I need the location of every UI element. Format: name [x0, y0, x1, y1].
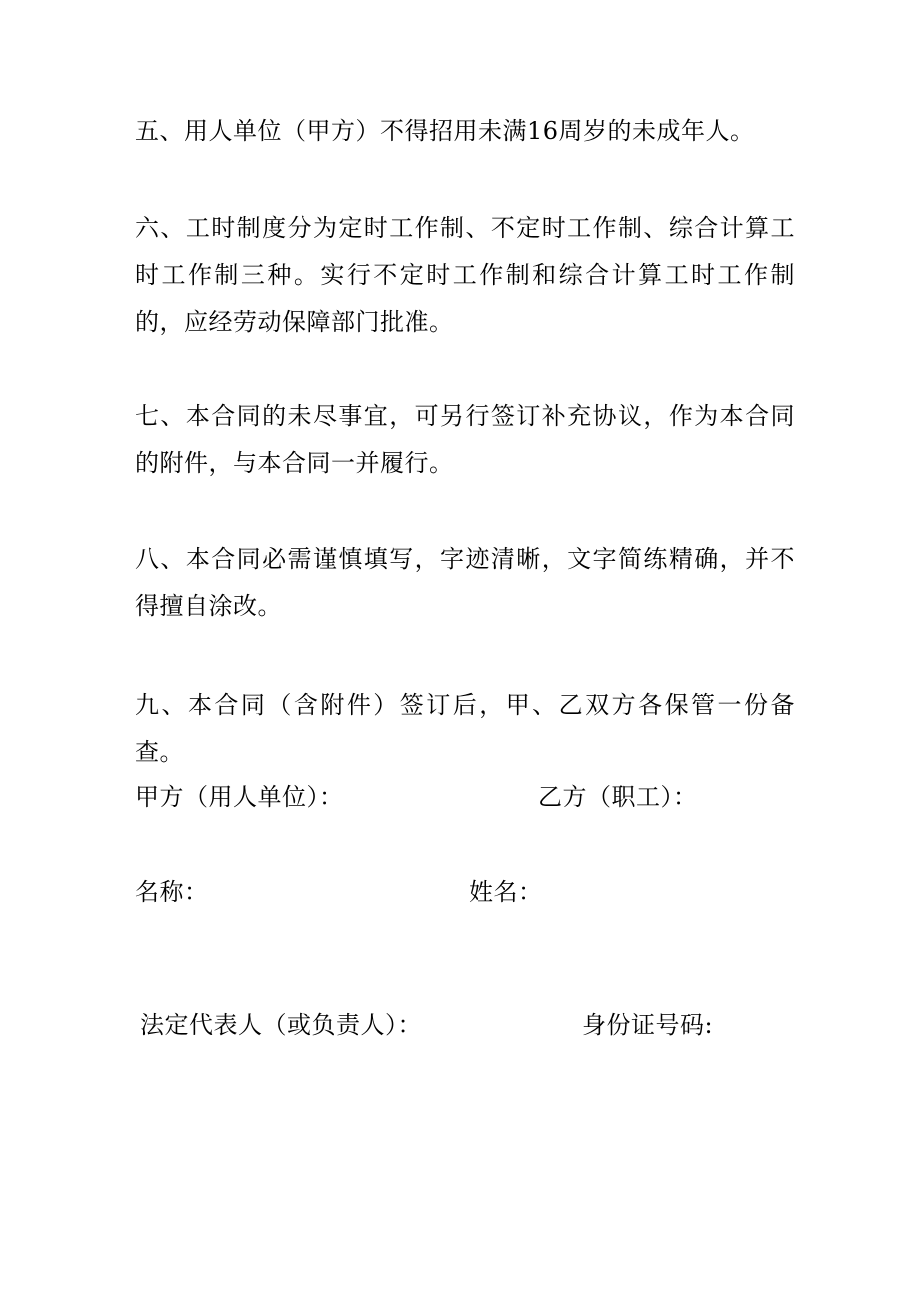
clause-9: 九、本合同（含附件）签订后，甲、乙双方各保管一份备查。	[135, 691, 795, 766]
party-b-label: 乙方（职工）：	[538, 783, 698, 811]
party-a-label: 甲方（用人单位）：	[135, 783, 344, 811]
employee-name-label: 姓名：	[469, 878, 543, 906]
company-name-label: 名称：	[135, 878, 209, 906]
legal-representative-label: 法定代表人（或负责人）：	[140, 1011, 422, 1039]
clause-7: 七、本合同的未尽事宜，可另行签订补充协议，作为本合同的附件，与本合同一并履行。	[135, 402, 795, 477]
clause-8: 八、本合同必需谨慎填写，字迹清晰，文字简练精确，并不得擅自涂改。	[135, 545, 795, 620]
clause-5: 五、用人单位（甲方）不得招用未满16周岁的未成年人。	[135, 117, 755, 145]
clause-6: 六、工时制度分为定时工作制、不定时工作制、综合计算工时工作制三种。实行不定时工作制和综合计算工时工作制的，应经劳动保障部门批准。	[135, 214, 795, 336]
id-number-label: 身份证号码:	[582, 1011, 714, 1039]
